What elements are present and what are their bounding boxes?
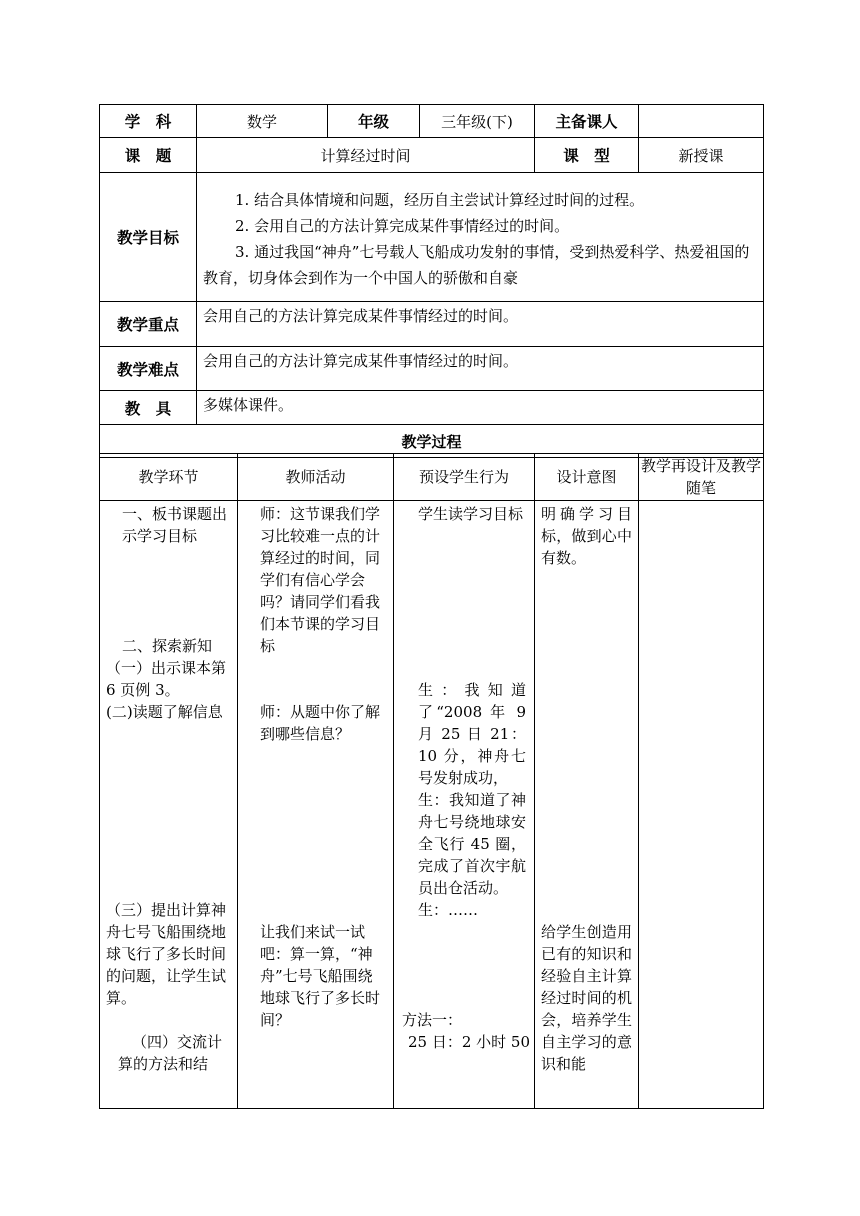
topic-label: 课 题 (100, 138, 197, 173)
stage-3: (二)读题了解信息 (106, 703, 223, 721)
student-behavior-4: 生：…… (418, 901, 479, 919)
notes-column (639, 501, 764, 1109)
stage-2: 二、探索新知（一）出示课本第 6 页例 3。 (106, 637, 227, 699)
col-header-intent: 设计意图 (535, 454, 639, 501)
preparer-value (639, 105, 764, 138)
stage-column (100, 501, 238, 1109)
teaching-process-table (99, 453, 764, 1109)
col-header-student: 预设学生行为 (394, 454, 535, 501)
col-header-teacher: 教师活动 (238, 454, 394, 501)
col-header-stage: 教学环节 (100, 454, 238, 501)
goal-item: 1. 结合具体情境和问题，经历自主尝试计算经过时间的过程。 (235, 191, 645, 209)
teacher-activity-1: 师：这节课我们学习比较难一点的计算经过的时间，同学们有信心学会吗？请同学们看我们本节课的学习目标 (260, 505, 381, 655)
stage-4: （三）提出计算神舟七号飞船围绕地球飞行了多长时间的问题，让学生试算。 (106, 901, 227, 1007)
topic-value: 计算经过时间 (197, 138, 535, 173)
preparer-label: 主备课人 (535, 105, 639, 138)
student-behavior-1: 学生读学习目标 (418, 505, 524, 523)
stage-5: （四）交流计算的方法和结 (118, 1033, 223, 1073)
tools-label: 教 具 (100, 391, 197, 425)
teacher-activity-2: 师：从题中你了解到哪些信息？ (260, 703, 381, 743)
student-method-label: 方法一： (402, 1011, 463, 1029)
lesson-info-table (99, 104, 764, 458)
goals-label: 教学目标 (100, 173, 197, 302)
goals-cell (197, 173, 764, 302)
type-value: 新授课 (639, 138, 764, 173)
student-method-line: 25 日：2 小时 50 (408, 1033, 531, 1051)
teacher-column (238, 501, 394, 1109)
student-column (394, 501, 535, 1109)
subject-value: 数学 (197, 105, 328, 138)
goal-item: 2. 会用自己的方法计算完成某件事情经过的时间。 (235, 217, 570, 235)
type-label: 课 型 (535, 138, 639, 173)
student-behavior-2: 生：我知道了“2008 年 9 月 25 日 21：10 分，神舟七号发射成功， (418, 681, 526, 787)
difficulty-label: 教学难点 (100, 347, 197, 391)
process-title: 教学过程 (100, 425, 764, 458)
key-point-label: 教学重点 (100, 302, 197, 347)
intent-column (535, 501, 639, 1109)
design-intent-1: 明确学习目标，做到心中有数。 (541, 505, 632, 567)
design-intent-2: 给学生创造用已有的知识和经验自主计算经过时间的机会，培养学生自主学习的意识和能 (541, 923, 632, 1073)
student-behavior-3: 生：我知道了神舟七号绕地球安全飞行 45 圈，完成了首次宇航员出仓活动。 (418, 791, 526, 897)
subject-label: 学 科 (100, 105, 197, 138)
grade-value: 三年级(下) (420, 105, 535, 138)
grade-label: 年级 (328, 105, 420, 138)
col-header-notes: 教学再设计及教学随笔 (639, 454, 764, 501)
goal-item: 3. 通过我国“神舟”七号载人飞船成功发射的事情，受到热爱科学、热爱祖国的教育，切身体会到作为一个中国人的骄傲和自豪 (203, 243, 750, 287)
difficulty-value: 会用自己的方法计算完成某件事情经过的时间。 (197, 347, 764, 391)
teacher-activity-3: 让我们来试一试吧：算一算，“神舟”七号飞船围绕地球飞行了多长时间？ (260, 923, 381, 1029)
key-point-value: 会用自己的方法计算完成某件事情经过的时间。 (197, 302, 764, 347)
stage-1: 一、板书课题出示学习目标 (122, 505, 228, 545)
tools-value: 多媒体课件。 (197, 391, 764, 425)
